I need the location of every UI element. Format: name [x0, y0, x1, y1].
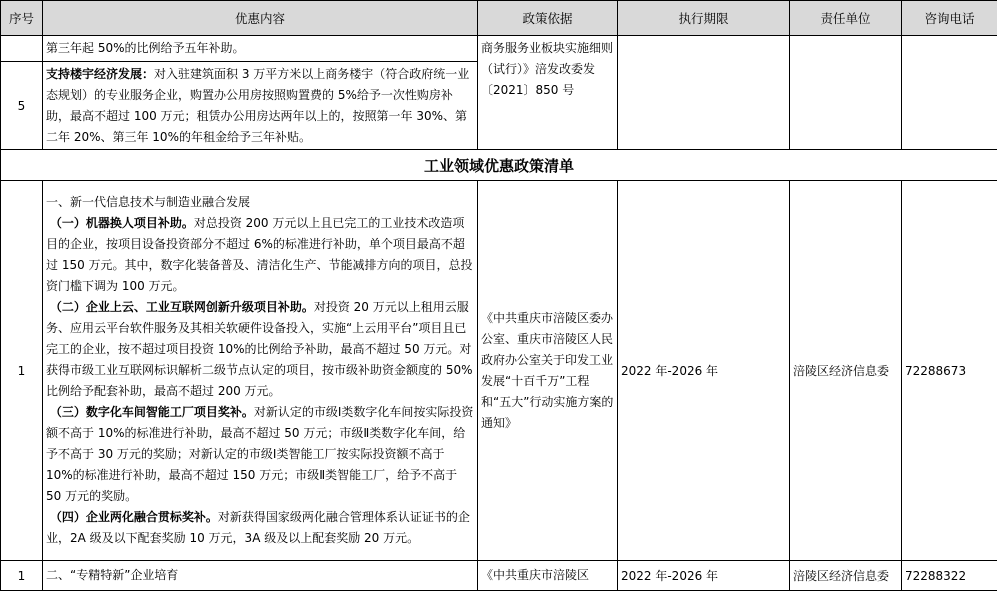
- cell-period: 2022 年-2026 年: [618, 561, 790, 591]
- item-body: 对新认定的市级Ⅰ类数字化车间按实际投资额不高于 10%的标准进行补助，最高不超过 50 万元；市级Ⅱ类数字化车间，给予不高于 30 万元的奖励；对新认定的市级Ⅰ类智能工厂按实际投资额不高于 10%的标准进行补助，最高不超过 150 万元；市级Ⅱ类智能工厂，给予不高于 50 万元的奖励。: [46, 405, 474, 503]
- cell-period: [618, 36, 790, 150]
- cell-phone: 72288322: [902, 561, 997, 591]
- cell-basis: [478, 36, 618, 150]
- section-title: 工业领域优惠政策清单: [1, 150, 997, 181]
- table-row: [1, 36, 997, 62]
- cell-phone: 72288673: [902, 181, 997, 561]
- header-basis: 政策依据: [478, 1, 618, 36]
- section-row: [1, 150, 997, 181]
- header-content: 优惠内容: [43, 1, 478, 36]
- cell-unit: 涪陵区经济信息委: [790, 181, 902, 561]
- cell-content: 第三年起 50%的比例给予五年补助。: [43, 36, 478, 62]
- item-title: （三）数字化车间智能工厂项目奖补。: [49, 405, 254, 419]
- item-title: 支持楼宇经济发展：: [46, 66, 155, 81]
- item-body: 对入驻建筑面积 3 万平方米以上商务楼宇（符合政府统一业态规划）的专业服务企业，购置办公用房按照购置费的 5%给予一次性购房补助，最高不超过 100 万元；租赁办公用房达两年以上的，按照第一年 30%、第二年 20%、第三年 10%的年租金给予三年补贴。: [46, 66, 470, 144]
- table-row: [1, 181, 997, 561]
- cell-content: [43, 181, 478, 561]
- cell-seq: 1: [1, 181, 43, 561]
- content-item-3: [46, 402, 474, 507]
- cell-basis: 《中共重庆市涪陵区: [478, 561, 618, 591]
- cell-phone: [902, 36, 997, 150]
- item-body: 对新获得国家级两化融合管理体系认证证书的企业，2A 级及以下配套奖励 10 万元，3A 级及以上配套奖励 20 万元。: [46, 510, 470, 545]
- cell-content: [43, 62, 478, 150]
- item-body: 对投资 20 万元以上租用云服务、应用云平台软件服务及其相关软硬件设备投入，实施“上云用平台”项目且已完工的企业，按不超过项目投资 10%的比例给予补助，最高不超过 50 万元。对获得市级工业互联网标识解析二级节点认定的项目，按市级补助资金额度的 50%比例给予配套补助，最高不超过 200 万元。: [46, 300, 473, 398]
- cell-seq: 5: [1, 62, 43, 150]
- cell-unit: [790, 36, 902, 150]
- cell-unit: 涪陵区经济信息委: [790, 561, 902, 591]
- item-title: （四）企业两化融合贯标奖补。: [49, 510, 218, 524]
- cell-period: 2022 年-2026 年: [618, 181, 790, 561]
- header-period: 执行期限: [618, 1, 790, 36]
- content-item-4: [46, 507, 474, 549]
- table-row: [1, 561, 997, 591]
- cell-seq: [1, 36, 43, 62]
- content-heading: 一、新一代信息技术与制造业融合发展: [46, 195, 251, 209]
- cell-seq: 1: [1, 561, 43, 591]
- header-row: [1, 1, 997, 36]
- cell-content: 二、“专精特新”企业培育: [43, 561, 478, 591]
- basis-text: 商务服务业板块实施细则（试行）》涪发改委发〔2021〕850 号: [481, 41, 614, 97]
- content-item-2: [46, 297, 474, 402]
- item-title: （二）企业上云、工业互联网创新升级项目补助。: [49, 300, 314, 314]
- header-phone: 咨询电话: [902, 1, 997, 36]
- header-seq: 序号: [1, 1, 43, 36]
- content-item-1: [46, 213, 474, 297]
- cell-basis: 《中共重庆市涪陵区委办公室、重庆市涪陵区人民政府办公室关于印发工业发展“十百千万”工程和“五大”行动实施方案的通知》: [478, 181, 618, 561]
- item-body: 对总投资 200 万元以上且已完工的工业技术改造项目的企业，按项目设备投资部分不超过 6%的标准进行补助，单个项目最高不超过 150 万元。其中，数字化装备普及、清洁化生产、节能减排方向的项目，总投资门槛下调为 100 万元。: [46, 216, 473, 293]
- header-unit: 责任单位: [790, 1, 902, 36]
- item-title: （一）机器换人项目补助。: [49, 216, 194, 230]
